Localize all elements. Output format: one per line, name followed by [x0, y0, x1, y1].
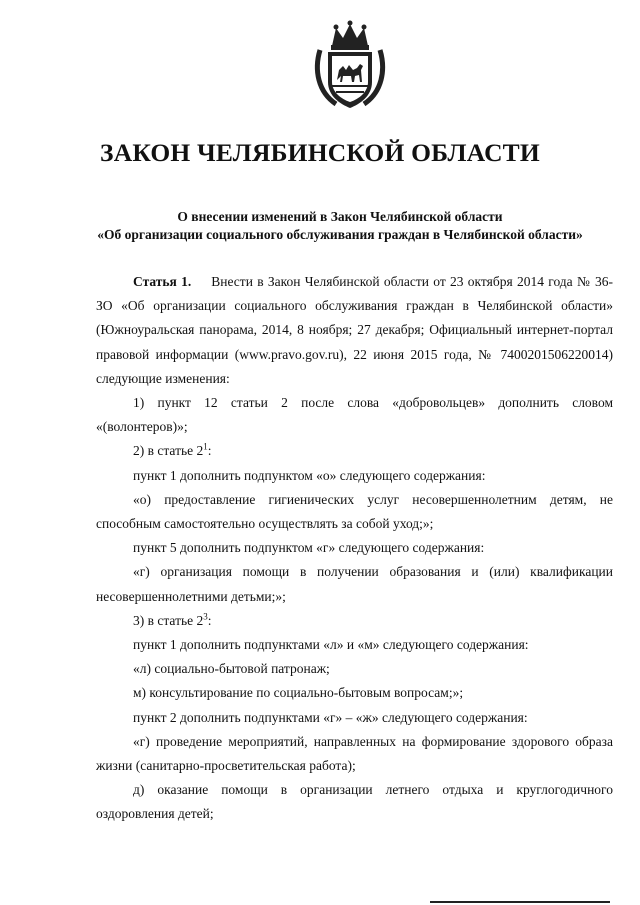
item-2-point-1-text: «о) предоставление гигиенических услуг несовершеннолетним детям, не способным самостоятельно осуществлять за собой уход;»; [96, 491, 613, 532]
item-2-superscript: 1 [203, 441, 208, 452]
item-1: 1) пункт 12 статьи 2 после слова «добровольцев» дополнить словом «(волонтеров)»; [96, 395, 613, 435]
item-3-prefix: 3) в статье 2 [133, 612, 204, 628]
subtitle-line-2: «Об организации социального обслуживания граждан в Челябинской области» [97, 227, 583, 242]
item-2-point-1: пункт 1 дополнить подпунктом «о» следующего содержания: [133, 467, 486, 483]
item-2-prefix: 2) в статье 2 [133, 443, 204, 459]
item-3 [96, 609, 613, 633]
law-subtitle [90, 208, 590, 244]
page-edge-mark [430, 901, 610, 903]
item-3-subpoint-l: «л) социально-бытовой патронаж; [133, 661, 330, 677]
subtitle-line-1: О внесении изменений в Закон Челябинской области [177, 209, 503, 224]
item-3-subpoint-g: «г) проведение мероприятий, направленных на формирование здорового образа жизни (санитарно-просветительская работа); [96, 733, 613, 774]
item-3-point-1: пункт 1 дополнить подпунктами «л» и «м» следующего содержания: [133, 637, 529, 653]
item-3-subpoint-m: м) консультирование по социально-бытовым вопросам;»; [133, 685, 464, 701]
item-2-point-5: пункт 5 дополнить подпунктом «г» следующего содержания: [133, 540, 485, 556]
law-title: ЗАКОН ЧЕЛЯБИНСКОЙ ОБЛАСТИ [100, 138, 540, 167]
item-2-suffix: : [207, 443, 212, 459]
coat-of-arms-emblem [310, 20, 390, 112]
article-label: Статья 1. [133, 274, 192, 289]
item-3-subpoint-d: д) оказание помощи в организации летнего отдыха и круглогодичного оздоровления детей; [96, 782, 613, 822]
article-1-intro [96, 270, 613, 391]
law-body [96, 270, 613, 827]
article-intro-text: Внести в Закон Челябинской области от 23 октября 2014 года № 36-ЗО «Об организации социального обслуживания граждан в Челябинской области» (Южноуральская панорама, 2014, 8 ноября; 27 декабря; Официальный интернет-портал правовой информации (www.pravo.gov.ru), 22 июня 2015 года, № 7400201506220014) следующие изменения: [96, 274, 614, 386]
item-3-point-2: пункт 2 дополнить подпунктами «г» – «ж» следующего содержания: [133, 709, 528, 725]
item-2-point-5-text: «г) организация помощи в получении образования и (или) квалификации несовершеннолетними детьми;»; [96, 564, 613, 604]
item-2 [96, 439, 613, 463]
item-3-suffix: : [207, 612, 212, 628]
item-3-superscript: 3 [203, 611, 208, 622]
